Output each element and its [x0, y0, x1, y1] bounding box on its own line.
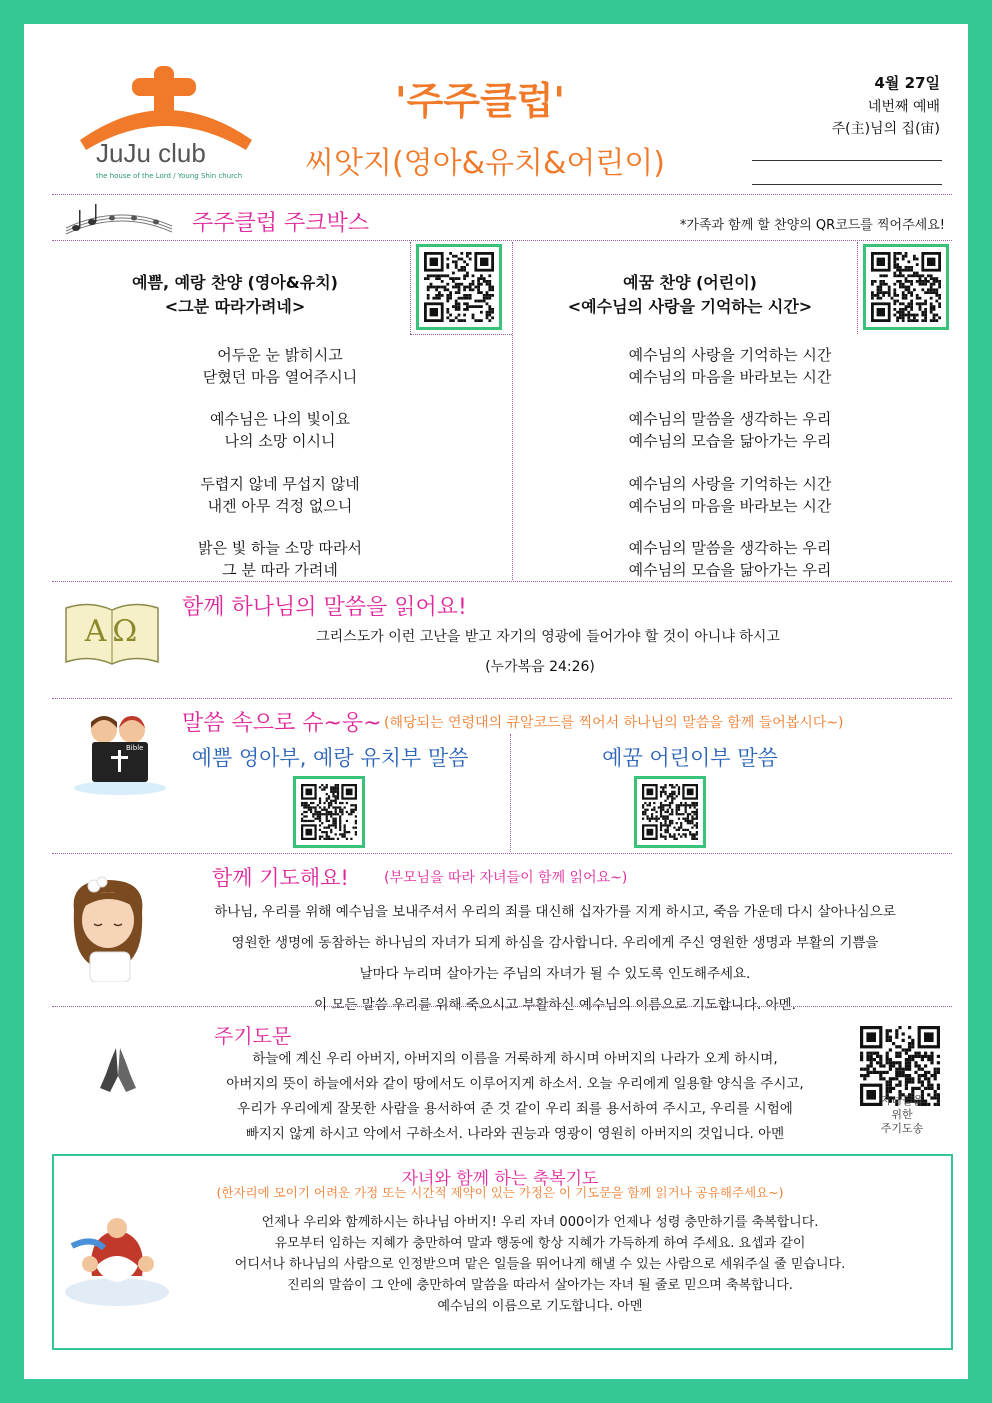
lords-prayer-title: 주기도문: [214, 1024, 292, 1048]
worship-number: 네번째 예배: [867, 99, 940, 115]
children-reading-bible-icon: [70, 712, 170, 796]
qr-box-right-border: [857, 242, 858, 334]
divider: [52, 698, 952, 699]
right-lyric-verse: [580, 408, 880, 452]
qr-code-praise-young[interactable]: [416, 244, 502, 330]
alpha-omega-text: AΩ: [84, 614, 144, 649]
qr-code-praise-children[interactable]: [863, 244, 949, 330]
lords-prayer-line: 아버지의 뜻이 하늘에서와 같이 땅에서도 이루어지게 하소서. 오늘 우리에게 일용할 양식을 주시고,: [226, 1076, 804, 1092]
qr-code-sermon-young[interactable]: [293, 776, 365, 848]
lyric-line: 두렵지 않네 무섭지 않네: [200, 475, 360, 493]
music-notes-icon: [64, 198, 174, 238]
lyric-line: 나의 소망 이시니: [224, 432, 336, 450]
prayer-title: 함께 기도해요!: [212, 866, 349, 890]
bible-label: Bible: [126, 744, 144, 752]
divider: [52, 240, 952, 241]
logo-text: JuJu club: [96, 138, 206, 168]
column-divider: [512, 242, 513, 580]
lords-prayer-line: 빠지지 않게 하시고 악에서 구하소서. 나라와 권능과 영광이 영원히 아버지의 것입니다. 아멘: [245, 1126, 785, 1142]
blessing-line: 언제나 우리와 함께하시는 하나님 아버지! 우리 자녀 000이가 언제나 성령 충만하기를 축복합니다.: [261, 1215, 819, 1230]
page-title: '주주클럽': [394, 79, 566, 123]
qr-box-left-border: [410, 242, 411, 334]
right-lyric-verse: [580, 344, 880, 388]
prayer-text: [160, 897, 950, 1021]
right-song-title: <예수님의 사랑을 기억하는 시간>: [567, 297, 813, 316]
sermon-note: (해당되는 연령대의 큐알코드를 찍어서 하나님의 말씀을 함께 들어봅시다~): [384, 715, 844, 731]
left-song-heading: 예쁨, 예랑 찬양 (영아&유치): [132, 273, 338, 292]
right-lyric-verse: [580, 473, 880, 517]
qr-caption-line: 주기도송: [880, 1122, 924, 1135]
qr-caption-line: 위한: [891, 1108, 913, 1121]
divider: [52, 194, 952, 195]
jukebox-title: 주주클럽 주크박스: [192, 211, 370, 236]
lyric-line: 어두운 눈 밝히시고: [217, 346, 343, 364]
lyric-line: 내겐 아무 걱정 없으니: [207, 497, 353, 515]
divider: [52, 581, 952, 582]
blessing-note: (한자리에 모이기 어려운 가정 또는 시간적 제약이 있는 가정은 이 기도문을 함께 읽거나 공유해주세요~): [216, 1185, 784, 1200]
blessing-line: 예수님의 이름으로 기도합니다. 아멘: [437, 1299, 643, 1314]
sermon-left-label: 예쁨 영아부, 예랑 유치부 말씀: [191, 746, 469, 770]
right-song-heading: 예꿈 찬양 (어린이): [623, 273, 757, 292]
jukebox-note: *가족과 함께 할 찬양의 QR코드를 찍어주세요!: [679, 218, 945, 233]
qr-box-left-bottom: [410, 334, 512, 335]
qr-code-sermon-children[interactable]: [634, 776, 706, 848]
column-divider: [510, 734, 511, 852]
reading-title: 함께 하나님의 말씀을 읽어요!: [182, 595, 467, 620]
lyric-line: 예수님의 모습을 닮아가는 우리: [628, 432, 832, 450]
lyric-line: 예수님의 사랑을 기억하는 시간: [628, 475, 832, 493]
prayer-line: 이 모든 말씀 우리를 위해 죽으시고 부활하신 예수님의 이름으로 기도합니다. 아멘.: [314, 997, 796, 1013]
lyric-line: 예수님의 마음을 바라보는 시간: [628, 497, 832, 515]
lyric-line: 밝은 빛 하늘 소망 따라서: [198, 539, 362, 557]
lyric-line: 예수님의 사랑을 기억하는 시간: [628, 346, 832, 364]
left-lyric-verse: [130, 408, 430, 452]
logo-subtext: the house of the Lord / Young Shin church: [96, 172, 243, 180]
left-song-title: <그분 따라가려네>: [164, 297, 306, 316]
lyric-line: 예수님의 말씀을 생각하는 우리: [628, 410, 832, 428]
lyric-line: 그 분 따라 가려네: [222, 561, 338, 579]
name-line-2: [752, 184, 942, 185]
lyric-line: 예수님의 모습을 닮아가는 우리: [628, 561, 832, 579]
lyric-line: 예수님은 나의 빛이요: [210, 410, 350, 428]
blessing-line: 유모부터 임하는 지혜가 충만하여 말과 행동에 항상 지혜가 가득하게 하여 주세요. 요셉과 같이: [274, 1236, 806, 1251]
blessing-title: 자녀와 함께 하는 축복기도: [401, 1169, 599, 1189]
blessing-line: 어디서나 하나님의 사람으로 인정받으며 맡은 일들을 뛰어나게 해낼 수 있는 사람으로 세워주실 줄 믿습니다.: [234, 1257, 846, 1272]
date: 4월 27일: [874, 74, 940, 92]
qr-caption: [860, 1094, 944, 1136]
praying-hands-icon: [96, 1044, 140, 1094]
sermon-right-label: 예꿈 어린이부 말씀: [602, 746, 778, 770]
bible-verse: 그리스도가 이런 고난을 받고 자기의 영광에 들어가야 할 것이 아니냐 하시고: [316, 629, 780, 645]
house-label: 주(主)님의 집(宙): [831, 121, 940, 137]
cross-arch-icon: [74, 60, 260, 190]
divider: [52, 1006, 952, 1007]
lyric-line: 닫혔던 마음 열어주시니: [202, 368, 358, 386]
blessing-text: [150, 1212, 930, 1317]
lords-prayer-text: [180, 1047, 850, 1147]
blessing-line: 진리의 말씀이 그 안에 충만하여 말씀을 따라서 살아가는 자녀 될 줄로 믿으며 축복합니다.: [287, 1278, 793, 1293]
left-lyric-verse: [130, 344, 430, 388]
verse-reference: (누가복음 24:26): [485, 659, 595, 675]
divider: [52, 853, 952, 854]
left-lyric-verse: [130, 473, 430, 517]
sermon-title: 말씀 속으로 슈~웅~: [182, 711, 382, 736]
prayer-line: 하나님, 우리를 위해 예수님을 보내주셔서 우리의 죄를 대신해 십자가를 지게 하시고, 죽음 가운데 다시 살아나심으로: [214, 904, 896, 920]
lords-prayer-line: 우리가 우리에게 잘못한 사람을 용서하여 준 것 같이 우리 죄를 용서하여 주시고, 우리를 시험에: [237, 1101, 793, 1117]
lords-prayer-line: 하늘에 계신 우리 아버지, 아버지의 이름을 거룩하게 하시며 아버지의 나라가 오게 하시며,: [252, 1051, 778, 1067]
prayer-note: (부모님을 따라 자녀들이 함께 읽어요~): [384, 870, 628, 886]
qr-caption-line: 자녀들을: [880, 1094, 924, 1107]
lyric-line: 예수님의 마음을 바라보는 시간: [628, 368, 832, 386]
prayer-line: 영원한 생명에 동참하는 하나님의 자녀가 되게 하심을 감사합니다. 우리에게 주신 영원한 생명과 부활의 기쁨을: [231, 935, 879, 951]
church-logo: [74, 60, 260, 190]
name-line-1: [752, 160, 942, 161]
prayer-line: 날마다 누리며 살아가는 주님의 자녀가 될 수 있도록 인도해주세요.: [359, 966, 751, 982]
lyric-line: 예수님의 말씀을 생각하는 우리: [628, 539, 832, 557]
page-subtitle: 씨앗지(영아&유치&어린이): [305, 146, 665, 181]
left-lyric-verse: [130, 537, 430, 581]
right-lyric-verse: [580, 537, 880, 581]
open-bible-icon: [62, 598, 162, 670]
praying-girl-icon: [60, 872, 158, 982]
